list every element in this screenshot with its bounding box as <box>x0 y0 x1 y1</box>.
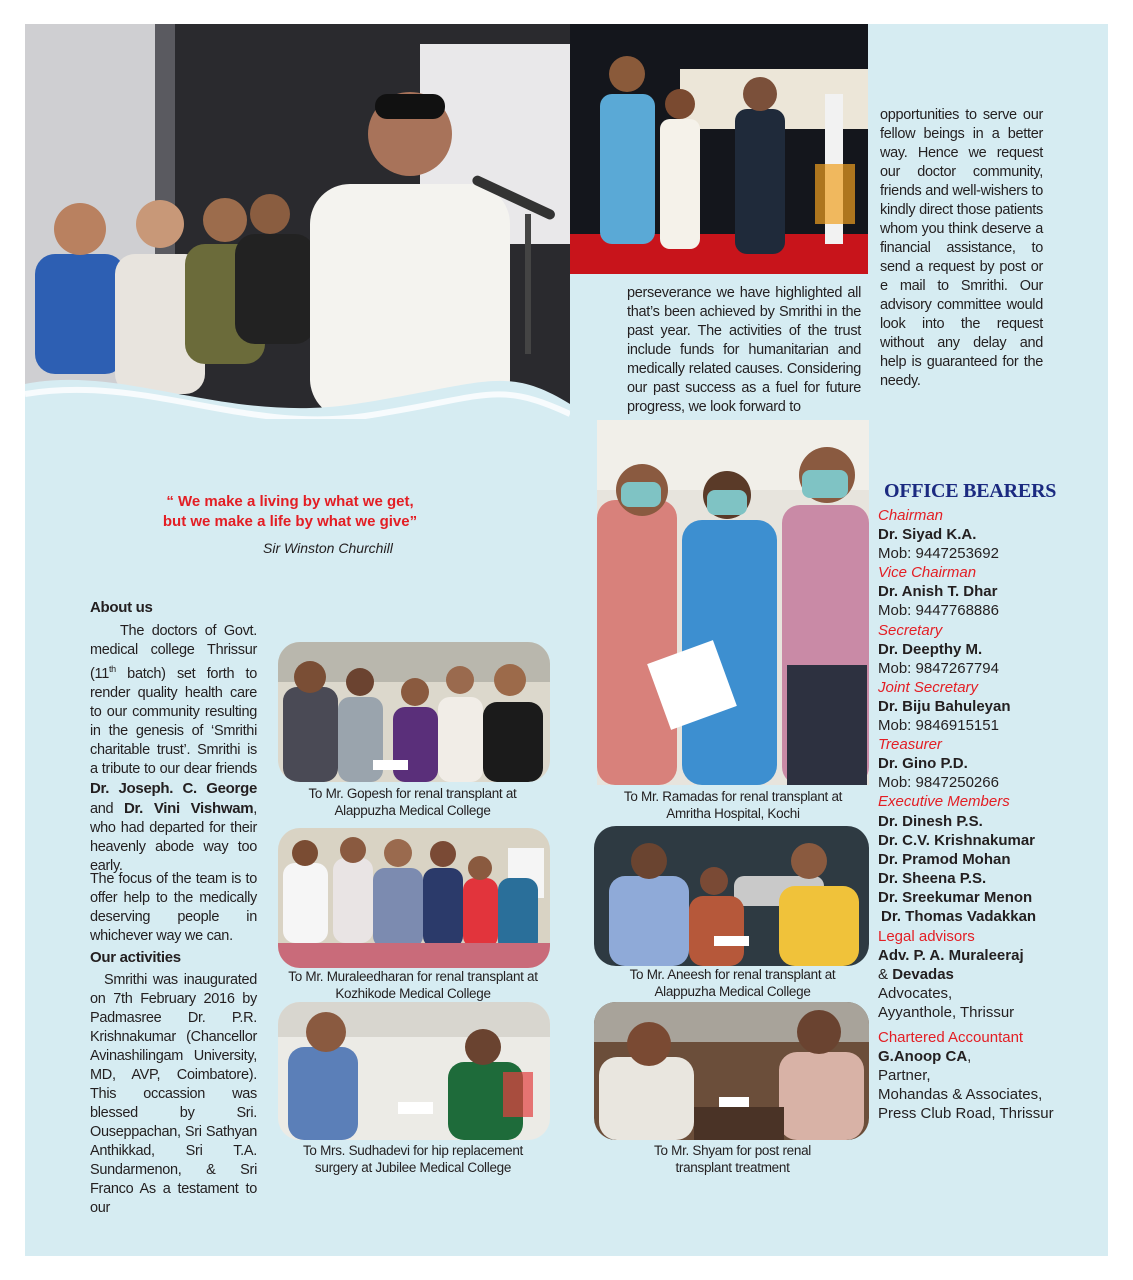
chartered-accountant-line-3: Mohandas & Associates, <box>878 1085 1043 1103</box>
chairman-role: Chairman <box>878 507 944 524</box>
about-sup: th <box>108 664 116 674</box>
executive-member: Dr. Sheena P.S. <box>878 869 987 887</box>
legal-advisors-role: Legal advisors <box>878 928 975 946</box>
about-paragraph-2: The focus of the team is to offer help to the medically deserving people in whichever way we can. <box>90 871 257 944</box>
executive-member: Dr. Sreekumar Menon <box>878 888 1033 906</box>
ca-comma: , <box>967 1047 972 1065</box>
executive-members-role: Executive Members <box>878 793 1010 811</box>
legal-advisor-line-4: Ayyanthole, Thrissur <box>878 1004 1015 1022</box>
quote-line-2: but we make a life by what we give” <box>162 513 418 530</box>
donation-photo-gopesh <box>278 642 550 782</box>
office-bearers-list <box>878 506 1108 1123</box>
inauguration-speaker-photo <box>25 24 570 419</box>
treasurer-mobile: Mob: 9847250266 <box>878 774 999 792</box>
treasurer-name: Dr. Gino P.D. <box>878 755 968 773</box>
caption-ramadas: To Mr. Ramadas for renal transplant at Amritha Hospital, Kochi <box>623 789 843 821</box>
joint-secretary-mobile: Mob: 9846915151 <box>878 717 999 735</box>
stage-felicitation-photo <box>570 24 868 274</box>
caption-shyam: To Mr. Shyam for post renal transplant treatment <box>654 1143 811 1175</box>
executive-member: Dr. Dinesh P.S. <box>878 812 983 830</box>
about-paragraph <box>90 622 257 876</box>
quote-line-1: “ We make a living by what we get, <box>166 493 414 510</box>
caption-muraleedharan: To Mr. Muraleedharan for renal transplant at Kozhikode Medical College <box>288 969 538 1001</box>
vice-chairman-mobile: Mob: 9447768886 <box>878 602 999 620</box>
churchill-quote <box>145 492 435 532</box>
donation-photo-muraleedharan <box>278 828 550 968</box>
about-text-2: batch) set forth to render quality health care to our community resulting in the genesis of ‘Smrithi charitable trust’. Smrithi is a tribute to our dear friends <box>90 665 257 777</box>
donation-photo-sudhadevi <box>278 1002 550 1140</box>
secretary-name: Dr. Deepthy M. <box>878 640 983 658</box>
joint-secretary-role: Joint Secretary <box>878 678 979 696</box>
about-name-vini: Dr. Vini Vishwam <box>123 799 254 817</box>
treasurer-role: Treasurer <box>878 736 942 754</box>
donation-photo-ramadas <box>597 420 869 785</box>
about-name-joseph: Dr. Joseph. C. George <box>90 779 257 797</box>
activities-heading-text: Our activities <box>90 949 181 966</box>
legal-advisor-line-3: Advocates, <box>878 985 953 1003</box>
office-bearers-title: OFFICE BEARERS <box>884 480 1057 502</box>
legal-advisor-name-1: Adv. P. A. Muraleeraj <box>878 947 1024 965</box>
donation-photo-aneesh <box>594 826 869 966</box>
activities-heading <box>90 948 260 968</box>
chairman-name: Dr. Siyad K.A. <box>878 526 977 544</box>
chairman-mobile: Mob: 9447253692 <box>878 545 999 563</box>
chartered-accountant-line-4: Press Club Road, Thrissur <box>878 1104 1054 1122</box>
vice-chairman-name: Dr. Anish T. Dhar <box>878 583 998 601</box>
legal-advisor-name-2: Devadas <box>892 966 954 984</box>
top-right-paragraph: opportunities to serve our fellow beings in a better way. Hence we request our doctor community, friends and well-wishers to kindly direct those patients whom you think deserve a financial assistance, to send a request by post or e mail to Smrithi. Our advisory committee would look into the request without any delay and help is guaranteed for the needy. <box>880 107 1043 389</box>
about-text-4: , who had departed for their heavenly abode way too early. <box>90 800 258 874</box>
caption-aneesh: To Mr. Aneesh for renal transplant at Alappuzha Medical College <box>629 967 836 999</box>
caption-gopesh: To Mr. Gopesh for renal transplant at Alappuzha Medical College <box>308 786 517 818</box>
quote-author: Sir Winston Churchill <box>263 540 393 556</box>
caption-sudhadevi: To Mrs. Sudhadevi for hip replacement surgery at Jubilee Medical College <box>302 1143 523 1175</box>
about-text-1: The doctors of Govt. medical college Thrissur (11 <box>90 623 257 682</box>
legal-advisor-line-2 <box>878 965 1108 984</box>
executive-member: Dr. C.V. Krishnakumar <box>878 831 1036 849</box>
executive-member: Dr. Thomas Vadakkan <box>881 907 1037 925</box>
chartered-accountant-line-1 <box>878 1047 1108 1066</box>
secretary-mobile: Mob: 9847267794 <box>878 659 999 677</box>
secretary-role: Secretary <box>878 621 943 639</box>
about-heading <box>90 598 260 618</box>
joint-secretary-name: Dr. Biju Bahuleyan <box>878 697 1011 715</box>
brochure-page <box>25 24 1108 1256</box>
activities-paragraph: Smrithi was inaugurated on 7th February 2016 by Padmasree Dr. P.R. Krishnakumar (Chancellor Avinashilingam University, MD, AVP, Coimbatore). This occassion was blessed by Sri. Ouseppachan, Sri Sathyan Anthikkad, Sri T.A. Sundarmenon, & Sri Franco As a testament to our <box>90 972 257 1216</box>
chartered-accountant-line-2: Partner, <box>878 1066 931 1084</box>
about-heading-text: About us <box>90 599 153 616</box>
vice-chairman-role: Vice Chairman <box>878 564 977 582</box>
chartered-accountant-role: Chartered Accountant <box>878 1028 1024 1046</box>
executive-member: Dr. Pramod Mohan <box>878 850 1011 868</box>
chartered-accountant-name: G.Anoop CA <box>878 1047 968 1065</box>
top-middle-paragraph: perseverance we have highlighted all that’s been achieved by Smrithi in the past year. The activities of the trust include funds for humanitarian and medically related causes. Considering our past success as a fuel for future progress, we look forward to <box>627 285 861 415</box>
about-text-3: and <box>90 800 124 817</box>
donation-photo-shyam <box>594 1002 869 1140</box>
legal-amp: & <box>878 966 893 984</box>
